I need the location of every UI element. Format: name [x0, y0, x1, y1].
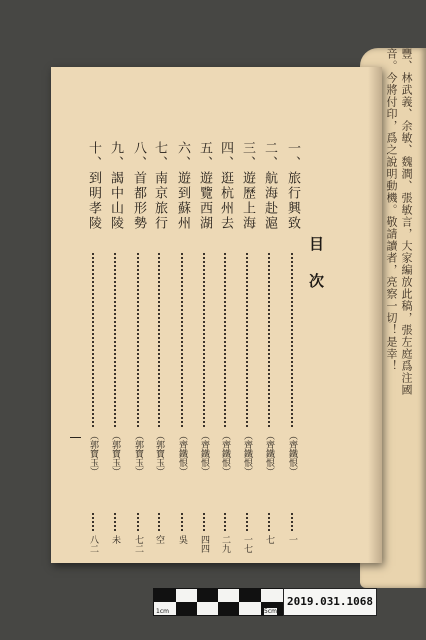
scale-segment: [218, 602, 239, 615]
toc-leader-dots: [291, 253, 293, 427]
scale-segment: [239, 589, 261, 602]
toc-entry-title: 一、旅行興致: [285, 141, 300, 231]
toc-entry-title: 八、首都形勢: [131, 141, 146, 231]
toc-leader-dots: [158, 253, 160, 427]
toc-title: 目次: [307, 236, 325, 310]
toc-leader-dots: [92, 253, 94, 427]
toc-leader-dots: [224, 513, 226, 531]
toc-entry-page-number: 七二: [133, 535, 143, 553]
next-page-column: 音。今將付印，爲之說明動機。敬請讀者，亮察一切！是幸！: [385, 48, 398, 372]
toc-leader-dots: [268, 253, 270, 427]
toc-leader-dots: [203, 253, 205, 427]
toc-leader-dots: [203, 513, 205, 531]
toc-entry: [260, 141, 278, 589]
page-gutter-shadow: [368, 67, 382, 563]
scale-segment: [176, 602, 197, 615]
toc-entry-page-number: 空: [154, 535, 164, 544]
page-mark: [70, 437, 81, 438]
toc-leader-dots: [246, 513, 248, 531]
toc-entry-author: （郭寶玉）: [154, 431, 164, 476]
toc-leader-dots: [224, 253, 226, 427]
toc-entry-title: 二、航海赴滬: [262, 141, 277, 231]
toc-entry-page-number: 一: [287, 535, 297, 544]
toc-entry: [173, 141, 191, 589]
toc-leader-dots: [268, 513, 270, 531]
toc-entry-title: 五、遊覽西湖: [197, 141, 212, 231]
toc-entry-title: 三、遊歷上海: [240, 141, 255, 231]
toc-entry: [129, 141, 147, 589]
toc-entry-author: （齊鐵恨）: [199, 431, 209, 476]
toc-entry-page-number: 吳: [177, 535, 187, 544]
accession-number: 2019.031.1068: [283, 588, 377, 616]
toc-leader-dots: [114, 513, 116, 531]
toc-entry-title: 四、逛杭州去: [218, 141, 233, 231]
toc-entry-author: （郭寶玉）: [133, 431, 143, 476]
toc-leader-dots: [137, 253, 139, 427]
scale-segment: [197, 589, 218, 602]
toc-entry-page-number: 一七: [242, 535, 252, 553]
toc-entry-author: （齊鐵恨）: [287, 431, 297, 476]
toc-leader-dots: [291, 513, 293, 531]
toc-entry: [84, 141, 102, 589]
toc-entry-author: （齊鐵恨）: [242, 431, 252, 476]
scale-label-left: 1cm: [156, 608, 169, 615]
toc-entry-author: （齊鐵恨）: [177, 431, 187, 476]
toc-entry: [195, 141, 213, 589]
toc-leader-dots: [181, 513, 183, 531]
toc-leader-dots: [114, 253, 116, 427]
toc-leader-dots: [246, 253, 248, 427]
toc-entry-author: （郭寶玉）: [88, 431, 98, 476]
toc-entry-page-number: 七: [264, 535, 274, 544]
toc-entry-page-number: 八二: [88, 535, 98, 553]
toc-leader-dots: [181, 253, 183, 427]
toc-entry-author: （齊鐵恨）: [264, 431, 274, 476]
toc-entry-author: （齊鐵恨）: [220, 431, 230, 476]
toc-entry: [150, 141, 168, 589]
toc-leader-dots: [137, 513, 139, 531]
toc-entry: [238, 141, 256, 589]
toc-leader-dots: [158, 513, 160, 531]
toc-entry-title: 十、到明孝陵: [86, 141, 101, 231]
toc-entry-page-number: 四四: [199, 535, 209, 553]
toc-entry: [216, 141, 234, 589]
toc-entry: [283, 141, 301, 589]
toc-entry-page-number: 二九: [220, 535, 230, 553]
scale-label-right: 5cm: [264, 608, 277, 615]
toc-entry-title: 七、南京旅行: [152, 141, 167, 231]
next-page-column: 豐、林武義、余敏、魏澗、張敏言，大家編放此稿，張左庭爲注國: [400, 48, 413, 396]
scale-bar: [153, 588, 284, 616]
scale-segment: [154, 589, 176, 602]
toc-entry-title: 九、謁中山陵: [108, 141, 123, 231]
toc-leader-dots: [92, 513, 94, 531]
toc-entry-page-number: 未: [110, 535, 120, 544]
toc-entry: [106, 141, 124, 589]
toc-entry-author: （郭寶玉）: [110, 431, 120, 476]
toc-entry-title: 六、遊到蘇州: [175, 141, 190, 231]
